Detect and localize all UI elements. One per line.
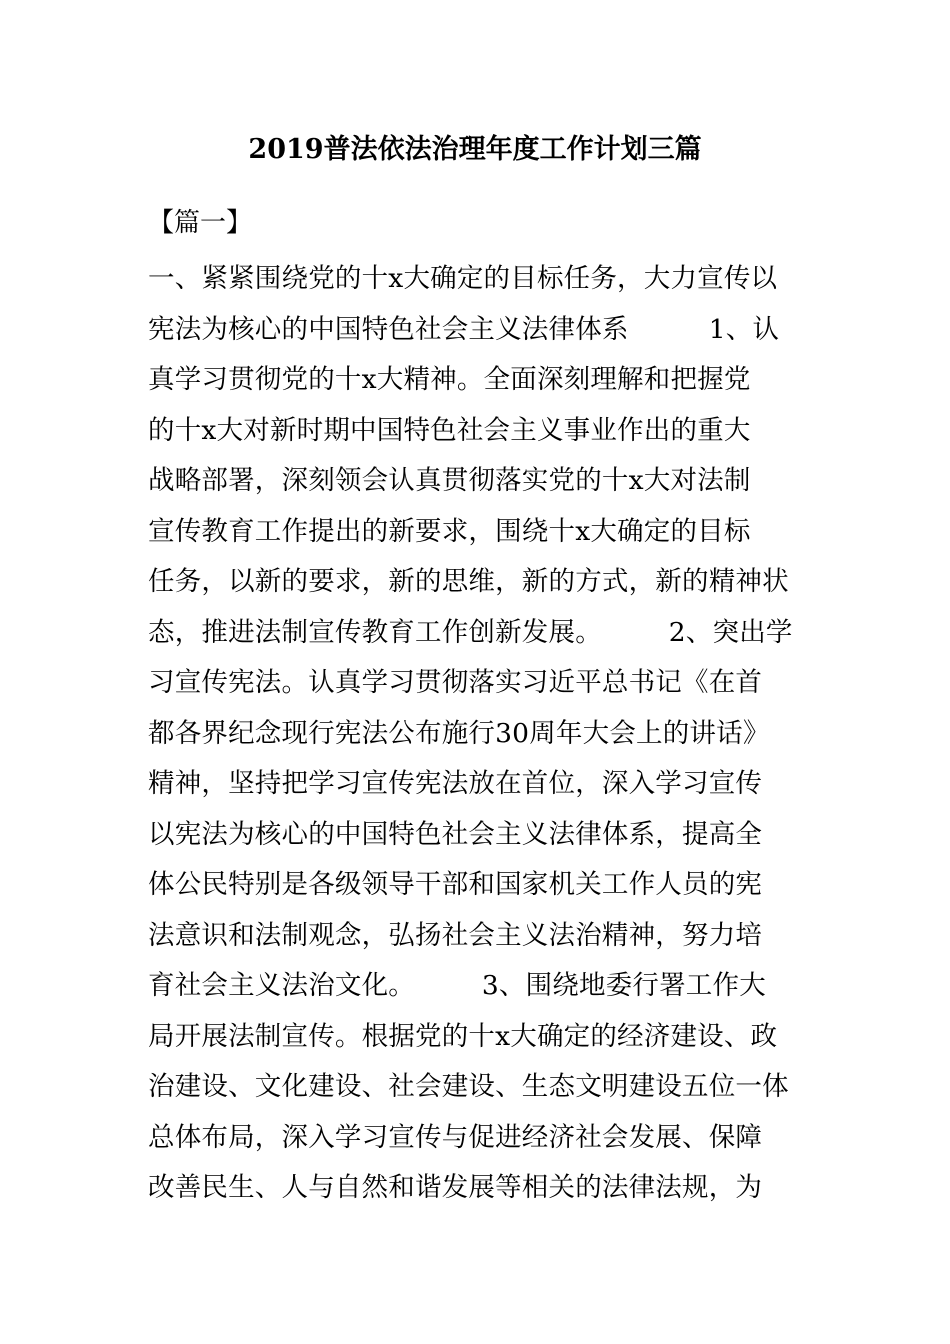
body-line: 宪法为核心的中国特色社会主义法律体系 1、认: [148, 313, 780, 345]
body-line: 任务，以新的要求，新的思维，新的方式，新的精神状: [148, 566, 789, 597]
section-label: 【篇一】: [148, 208, 253, 238]
body-line: 态，推进法制宣传教育工作创新发展。 2、突出学: [148, 616, 793, 648]
body-line: 都各界纪念现行宪法公布施行30周年大会上的讲话》: [148, 717, 770, 749]
body-line: 改善民生、人与自然和谐发展等相关的法律法规，为: [148, 1172, 763, 1203]
body-line: 育社会主义法治文化。 3、围绕地委行署工作大: [148, 970, 766, 1001]
body-line: 法意识和法制观念，弘扬社会主义法治精神，努力培: [148, 919, 763, 951]
body-line: 真学习贯彻党的十x大精神。全面深刻理解和把握党: [148, 364, 751, 395]
body-line: 体公民特别是各级领导干部和国家机关工作人员的宪: [148, 869, 763, 900]
document-title: 2019普法依法治理年度工作计划三篇: [248, 134, 702, 165]
body-line: 局开展法制宣传。根据党的十x大确定的经济建设、政: [148, 1020, 778, 1052]
body-line: 的十x大对新时期中国特色社会主义事业作出的重大: [148, 414, 751, 446]
body-line: 习宣传宪法。认真学习贯彻落实习近平总书记《在首: [148, 667, 763, 698]
body-line: 以宪法为核心的中国特色社会主义法律体系，提高全: [148, 818, 763, 850]
body-line: 治建设、文化建设、社会建设、生态文明建设五位一体: [148, 1071, 789, 1102]
body-line: 一、紧紧围绕党的十x大确定的目标任务，大力宣传以: [148, 263, 778, 294]
body-line: 总体布局，深入学习宣传与促进经济社会发展、保障: [148, 1121, 763, 1153]
body-line: 战略部署，深刻领会认真贯彻落实党的十x大对法制: [148, 465, 751, 496]
body-line: 宣传教育工作提出的新要求，围绕十x大确定的目标: [148, 515, 751, 547]
body-line: 精神，坚持把学习宣传宪法放在首位，深入学习宣传: [148, 768, 763, 799]
document-body: [148, 254, 808, 1214]
